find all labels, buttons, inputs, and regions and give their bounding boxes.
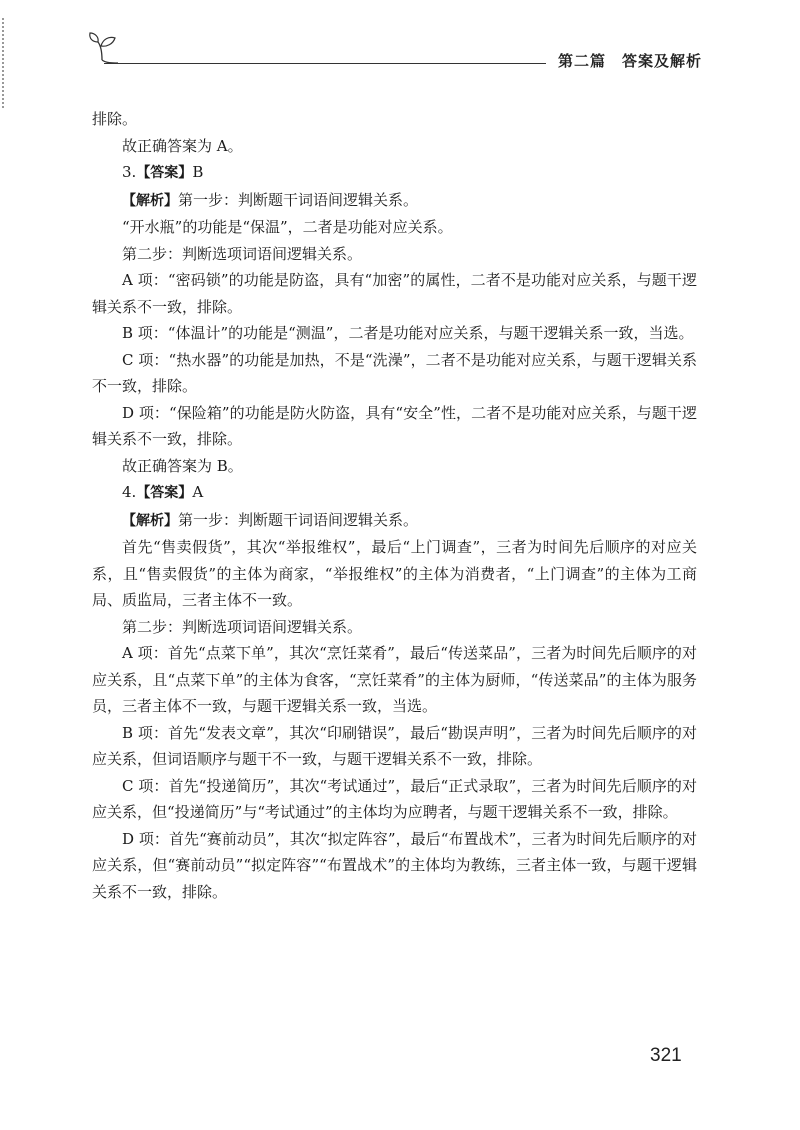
answer-label: 【答案】	[136, 165, 193, 181]
analysis-label: 【解析】	[122, 192, 178, 209]
analysis-step: 第一步：判断题干词语间逻辑关系。	[178, 510, 419, 529]
paragraph: 故正确答案为 A。	[122, 136, 243, 155]
paragraph: 第二步：判断选项词语间逻辑关系。	[122, 617, 363, 636]
analysis-step: 第一步：判断题干词语间逻辑关系。	[178, 190, 419, 209]
answer-text-body	[92, 106, 697, 905]
paragraph: 故正确答案为 B。	[122, 456, 243, 475]
question-number: 4.	[122, 483, 137, 501]
answer-value: A	[192, 483, 204, 501]
analysis-label: 【解析】	[122, 512, 178, 529]
page-edge-marks	[2, 18, 10, 108]
analysis-heading	[92, 507, 697, 535]
option-paragraph: D 项：首先“赛前动员”，其次“拟定阵容”，最后“布置战术”，三者为时间先后顺序的对应关系，但“赛前动员”“拟定阵容”“布置战术”的主体均为教练，三者主体一致，与题干逻辑关系不一致，排除。	[92, 829, 697, 901]
answer-value: B	[192, 163, 204, 181]
paragraph: 首先“售卖假货”，其次“举报维权”，最后“上门调查”，三者为时间先后顺序的对应关系，且“售卖假货”的主体为商家，“举报维权”的主体为消费者，“上门调查”的主体为工商局、质监局，三者主体不一致。	[92, 538, 697, 609]
option-paragraph: B 项：首先“发表文章”，其次“印刷错误”，最后“勘误声明”，三者为时间先后顺序的对应关系，但词语顺序与题干不一致，与题干逻辑关系不一致，排除。	[92, 723, 697, 768]
option-paragraph: A 项：首先“点菜下单”，其次“烹饪菜肴”，最后“传送菜品”，三者为时间先后顺序的对应关系，且“点菜下单”的主体为食客，“烹饪菜肴”的主体为厨师，“传送菜品”的主体为服务员，三者主体不一致，与题干逻辑关系一致，当选。	[92, 644, 697, 715]
analysis-heading	[92, 187, 697, 215]
page-number: 321	[650, 1045, 682, 1066]
question-number: 3.	[122, 163, 137, 181]
option-paragraph: B 项：“体温计”的功能是“测温”，二者是功能对应关系，与题干逻辑关系一致，当选。	[122, 324, 694, 342]
sprout-icon	[88, 30, 122, 64]
answer-heading	[92, 479, 697, 507]
option-paragraph: C 项：首先“投递简历”，其次“考试通过”，最后“正式录取”，三者为时间先后顺序的对应关系，但“投递简历”与“考试通过”的主体均为应聘者，与题干逻辑关系不一致，排除。	[92, 776, 697, 821]
paragraph: 第二步：判断选项词语间逻辑关系。	[122, 244, 363, 263]
answer-heading	[92, 159, 697, 187]
paragraph: 排除。	[92, 110, 138, 128]
header-rule	[104, 63, 532, 64]
paragraph: “开水瓶”的功能是“保温”，二者是功能对应关系。	[122, 218, 453, 236]
option-paragraph: D 项：“保险箱”的功能是防火防盗，具有“安全”性，二者不是功能对应关系，与题干逻辑关系不一致，排除。	[92, 403, 697, 448]
section-title: 第二篇 答案及解析	[558, 52, 703, 70]
answer-label: 【答案】	[136, 485, 193, 501]
option-paragraph: C 项：“热水器”的功能是加热，不是“洗澡”，二者不是功能对应关系，与题干逻辑关系不一致，排除。	[92, 350, 697, 395]
header-rule-dash	[532, 63, 546, 64]
option-paragraph: A 项：“密码锁”的功能是防盗，具有“加密”的属性，二者不是功能对应关系，与题干逻辑关系不一致，排除。	[92, 271, 697, 316]
page-header	[88, 30, 703, 70]
